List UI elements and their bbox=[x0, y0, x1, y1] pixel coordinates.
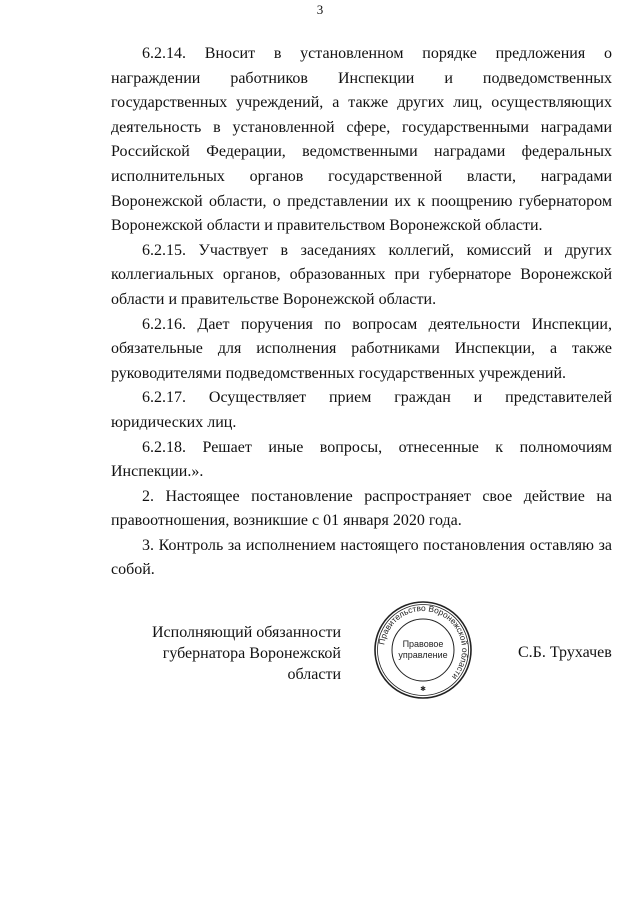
stamp-center-line2: управление bbox=[398, 650, 448, 660]
paragraph-6-2-17: 6.2.17. Осуществляет прием граждан и представителей юридических лиц. bbox=[111, 389, 612, 431]
signature-block bbox=[0, 602, 640, 710]
signatory-position-line1: Исполняющий обязанности bbox=[151, 624, 341, 641]
paragraph-6-2-18: 6.2.18. Решает иные вопросы, отнесенные к полномочиям Инспекции.». bbox=[111, 438, 612, 481]
stamp-center-line1: Правовое bbox=[402, 639, 444, 649]
paragraph-6-2-14: 6.2.14. Вносит в установленном порядке предложения о награждении работников Инспекции и подведомственных государственных учреждений, а также других лиц, осуществляющих деятельность в установленной сфере, государственными наградами Российской Федерации, ведомственными наградами федеральных исполнительных органов государственной власти, наградами Воронежской области, о представлении их к поощрению губернатором Воронежской области и правительством Воронежской области. bbox=[111, 45, 612, 235]
signatory-position bbox=[106, 622, 341, 685]
page-number: 3 bbox=[316, 2, 324, 17]
paragraph-6-2-16: 6.2.16. Дает поручения по вопросам деятельности Инспекции, обязательные для исполнения работниками Инспекции, а также руководителями подведомственных государственных учреждений. bbox=[111, 315, 612, 382]
signatory-position-line2: губернатора Воронежской области bbox=[162, 645, 341, 683]
paragraph-item-3: 3. Контроль за исполнением настоящего постановления оставляю за собой. bbox=[111, 536, 612, 579]
paragraph-6-2-15: 6.2.15. Участвует в заседаниях коллегий, комиссий и других коллегиальных органов, образованных при губернаторе Воронежской области и правительстве Воронежской области. bbox=[111, 241, 612, 308]
official-stamp bbox=[373, 600, 473, 700]
document-body bbox=[111, 42, 612, 583]
stamp-star-icon: ✱ bbox=[420, 685, 426, 693]
signatory-name: С.Б. Трухачев bbox=[518, 644, 612, 661]
stamp-ring-text: Правительство Воронежской области bbox=[376, 602, 471, 682]
paragraph-item-2: 2. Настоящее постановление распространяет свое действие на правоотношения, возникшие с 01 января 2020 года. bbox=[111, 487, 612, 530]
